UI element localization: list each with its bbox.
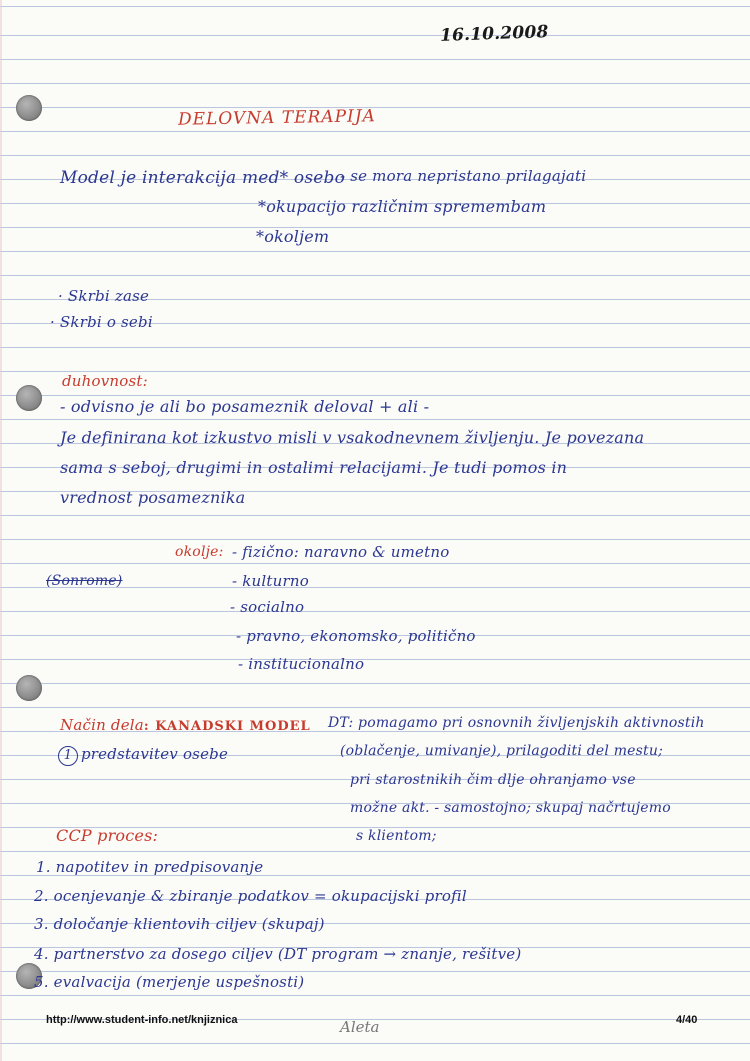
- footer-url[interactable]: http://www.student-info.net/knjiznica: [46, 1014, 238, 1026]
- okolje-item: - kulturno: [232, 572, 309, 590]
- nacin-heading: [60, 716, 311, 734]
- okolje-heading: okolje:: [175, 544, 224, 560]
- page-date: 16.10.2008: [439, 22, 549, 46]
- brand-logo: Aleta: [340, 1018, 380, 1036]
- duhovnost-heading: duhovnost:: [62, 372, 148, 390]
- ccp-item: 2. ocenjevanje & zbiranje podatkov = okupacijski profil: [34, 887, 467, 905]
- punch-hole: [16, 95, 42, 121]
- dt-line: s klientom;: [356, 828, 437, 844]
- nacin-item-1-text: predstavitev osebe: [81, 745, 229, 763]
- dt-line: (oblačenje, umivanje), prilagoditi del mestu;: [340, 743, 663, 759]
- page-title: DELOVNA TERAPIJA: [177, 106, 377, 130]
- nacin-item-1: [58, 745, 228, 766]
- ccp-item: 3. določanje klientovih ciljev (skupaj): [34, 915, 325, 933]
- dt-line: možne akt. - samostojno; skupaj načrtujemo: [350, 800, 671, 816]
- ccp-heading: CCP proces:: [56, 826, 159, 845]
- margin-line: [0, 0, 2, 1061]
- ccp-item: 5. evalvacija (merjenje uspešnosti): [34, 973, 305, 991]
- nacin-model-label: : KANADSKI MODEL: [143, 719, 311, 734]
- duhovnost-line: vrednost posameznika: [60, 488, 246, 507]
- model-line-2: *okupacijo različnim spremembam: [258, 197, 547, 216]
- bullet-item: · Skrbi zase: [58, 287, 150, 305]
- duhovnost-line: - odvisno je ali bo posameznik deloval + ali -: [60, 397, 430, 416]
- punch-hole: [16, 675, 42, 701]
- okolje-item: - institucionalno: [238, 655, 365, 673]
- duhovnost-line: Je definirana kot izkustvo misli v vsakodnevnem življenju. Je povezana: [60, 428, 645, 447]
- okolje-item: - fizično: naravno & umetno: [232, 543, 450, 561]
- dt-line: DT: pomagamo pri osnovnih življenjskih aktivnostih: [328, 715, 705, 731]
- okolje-item: - pravno, ekonomsko, politično: [236, 627, 476, 645]
- ccp-item: 1. napotitev in predpisovanje: [36, 858, 264, 876]
- dt-line: pri starostnikih čim dlje ohranjamo vse: [350, 772, 636, 788]
- model-line-1: Model je interakcija med* osebo: [60, 168, 346, 188]
- okolje-side-label: (Sonrome): [46, 573, 123, 589]
- nacin-heading-label: Način dela: [60, 716, 144, 734]
- ccp-item: 4. partnerstvo za dosego ciljev (DT program → znanje, rešitve): [34, 945, 522, 963]
- circled-number: 1: [58, 746, 78, 766]
- bullet-item: · Skrbi o sebi: [50, 313, 153, 331]
- page-number: 4/40: [676, 1014, 698, 1026]
- punch-hole: [16, 385, 42, 411]
- model-line-3: *okoljem: [256, 227, 330, 246]
- duhovnost-line: sama s seboj, drugimi in ostalimi relacijami. Je tudi pomos in: [60, 458, 568, 477]
- model-line-1-right: - se mora nepristano prilagajati: [340, 167, 587, 185]
- okolje-item: - socialno: [230, 598, 305, 616]
